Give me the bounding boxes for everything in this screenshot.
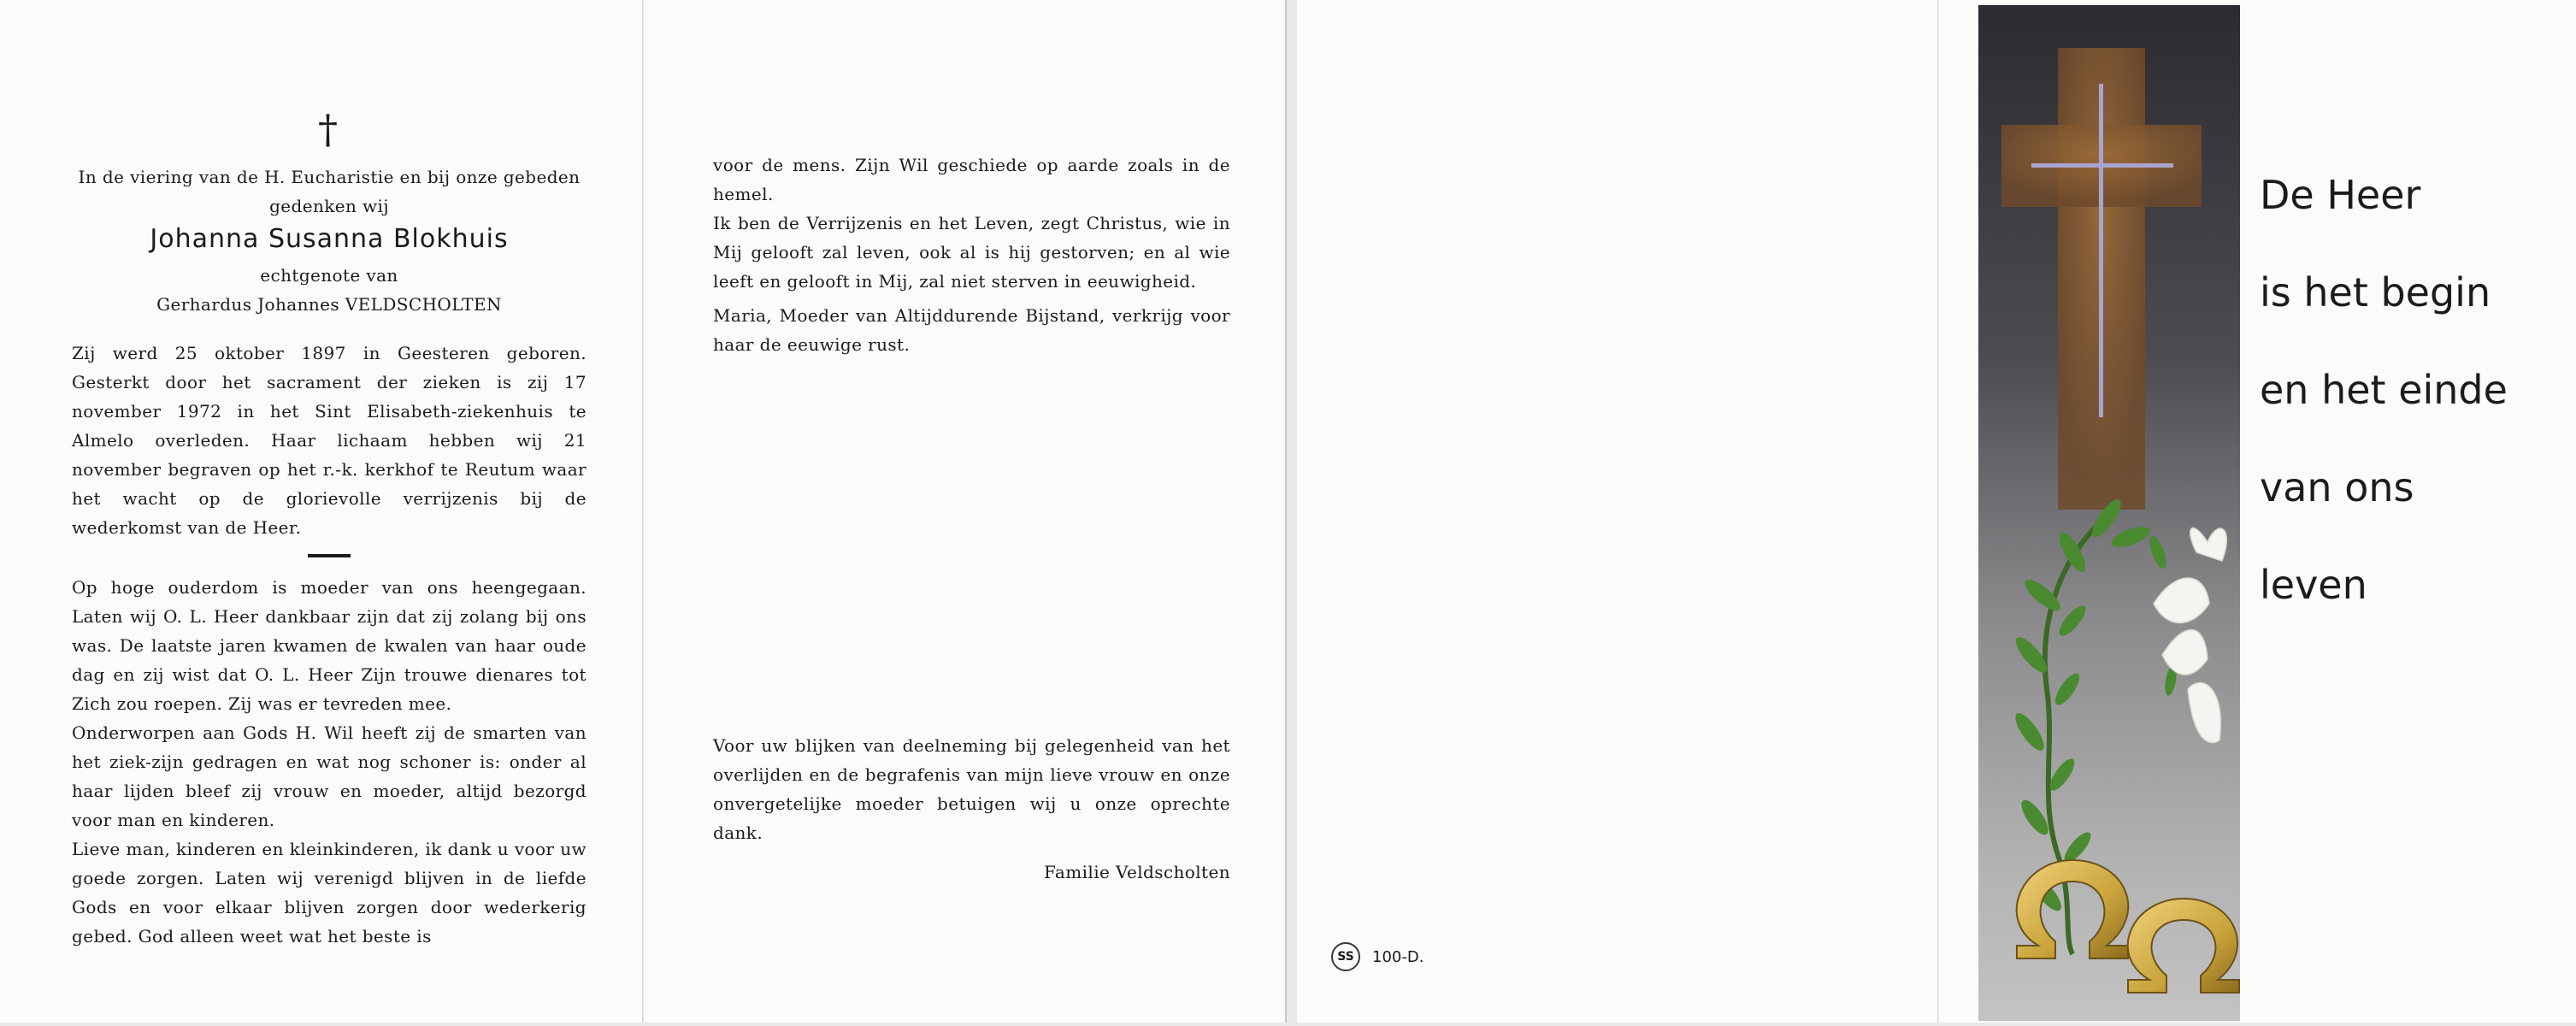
illustration-panel xyxy=(1978,5,2240,1021)
verse-line-4: van ons xyxy=(2260,464,2414,510)
omega-icon xyxy=(2017,860,2239,993)
cross-icon: † xyxy=(318,106,338,152)
cross-lily-illustration xyxy=(1978,5,2240,1021)
intro-text: In de viering van de H. Eucharistie en bij onze gebeden gedenken wij xyxy=(78,167,581,216)
family-signature: Familie Veldscholten xyxy=(1044,862,1230,882)
card-page-inner-right xyxy=(644,0,1287,1023)
leaf-icon xyxy=(2011,496,2178,916)
verse-line-2: is het begin xyxy=(2260,269,2491,315)
verse-line-1: De Heer xyxy=(2260,172,2421,218)
verse-line-3: en het einde xyxy=(2260,367,2508,413)
card-page-front xyxy=(1939,0,2576,1023)
publisher-seal-icon: SS xyxy=(1331,942,1360,971)
card-page-back xyxy=(1297,0,1938,1023)
paragraph-3: Lieve man, kinderen en kleinkinderen, ik dank u voor uw goede zorgen. Laten wij verenigd blijven in de liefde Gods en voor elkaar blijven zorgen door wederkerig gebed. God alleen weet wat het beste is xyxy=(72,839,587,946)
cross-icon xyxy=(2001,48,2202,510)
thanks-paragraph: Voor uw blijken van deelneming bij gelegenheid van het overlijden en de begrafenis van mijn lieve vrouw en onze onvergetelijke moeder betuigen wij u onze oprechte dank. xyxy=(713,735,1230,843)
paragraph-2: Onderworpen aan Gods H. Wil heeft zij de smarten van het ziek-zijn gedragen en wat nog schoner is: onder al haar lijden bleef zij vrouw en moeder, altijd bezorgd voor man en kinderen. xyxy=(72,722,587,830)
spouse-name: Gerhardus Johannes VELDSCHOLTEN xyxy=(156,294,502,315)
spouse-label: echtgenote van xyxy=(260,265,398,286)
section-divider xyxy=(308,554,351,557)
deceased-name: Johanna Susanna Blokhuis xyxy=(150,224,509,254)
biography-text: Zij werd 25 oktober 1897 in Geesteren geboren. Gesterkt door het sacrament der zieken is zij 17 november 1972 in het Sint Elisabeth-ziekenhuis te Almelo overleden. Haar lichaam hebben wij 21 november begraven op het r.-k. kerkhof te Reutum waar het wacht op de glorievolle verrijzenis bij de wederkomst van de Heer. xyxy=(72,343,587,538)
prayer-paragraph-2: Ik ben de Verrijzenis en het Leven, zegt Christus, wie in Mij gelooft zal leven, ook al is hij gestorven; en al wie leeft en gelooft in Mij, zal niet sterven in eeuwigheid. xyxy=(713,213,1230,292)
card-page-left xyxy=(0,0,643,1023)
verse-line-5: leven xyxy=(2260,562,2367,608)
paragraph-1: Op hoge ouderdom is moeder van ons heengegaan. Laten wij O. L. Heer dankbaar zijn dat zij zolang bij ons was. De laatste jaren kwamen de kwalen van haar oude dag en zij wist dat O. L. Heer Zijn trouwe dienares tot Zich zou roepen. Zij was er tevreden mee. xyxy=(72,577,587,714)
publisher-imprint xyxy=(1331,942,1424,971)
prayer-paragraph-1: voor de mens. Zijn Wil geschiede op aarde zoals in de hemel. xyxy=(713,155,1230,204)
card-code: 100-D. xyxy=(1372,947,1424,966)
prayer-paragraph-3: Maria, Moeder van Altijddurende Bijstand, verkrijg voor haar de eeuwige rust. xyxy=(713,305,1230,355)
